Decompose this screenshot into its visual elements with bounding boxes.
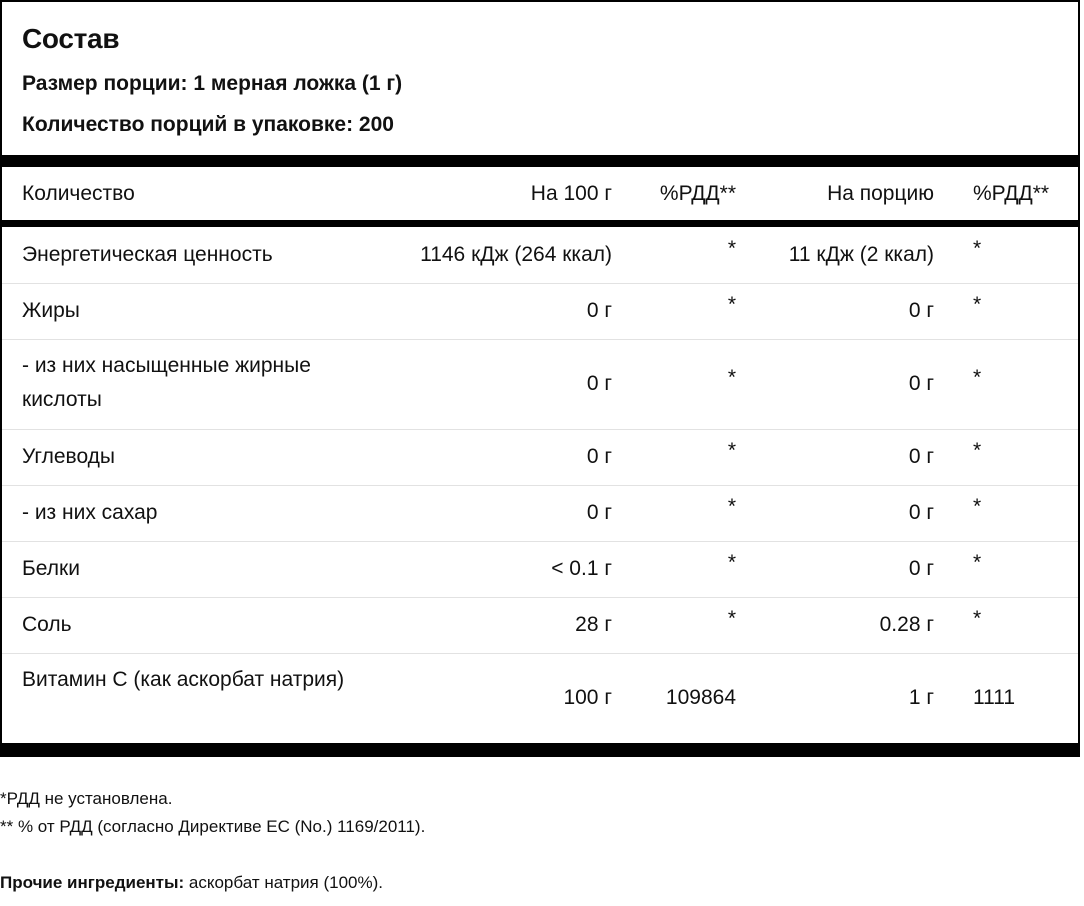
- serving-size: Размер порции: 1 мерная ложка (1 г): [22, 72, 403, 95]
- cell-name: Жиры: [22, 299, 80, 322]
- col-header-per-serving: На порцию: [827, 182, 934, 205]
- cell-rdd-serving: *: [973, 607, 982, 630]
- col-header-quantity: Количество: [22, 182, 135, 205]
- table-row: [2, 541, 1078, 597]
- cell-name: - из них сахар: [22, 501, 158, 524]
- cell-rdd-serving: *: [973, 366, 982, 389]
- panel-title: Состав: [22, 23, 120, 54]
- cell-rdd-serving: 1111: [973, 686, 1016, 709]
- cell-rdd100: *: [727, 607, 736, 630]
- cell-rdd100: *: [727, 293, 736, 316]
- other-ingredients: [0, 870, 383, 896]
- cell-rdd100: *: [727, 551, 736, 574]
- ingredients-value: аскорбат натрия (100%).: [184, 873, 383, 892]
- cell-rdd100: *: [727, 237, 736, 260]
- cell-name: Соль: [22, 613, 72, 636]
- cell-name: - из них насыщенные жирные кислоты: [22, 354, 311, 411]
- cell-per100: 0 г: [586, 501, 612, 524]
- table-row: [2, 429, 1078, 485]
- cell-name: Энергетическая ценность: [22, 243, 273, 266]
- cell-per100: 0 г: [586, 372, 612, 395]
- ingredients-label: Прочие ингредиенты:: [0, 873, 185, 892]
- cell-per-serving: 0 г: [908, 445, 934, 468]
- servings-per-container: Количество порций в упаковке: 200: [22, 113, 394, 136]
- cell-per-serving: 1 г: [908, 686, 934, 709]
- cell-per-serving: 0.28 г: [879, 613, 934, 636]
- cell-rdd100: *: [727, 439, 736, 462]
- cell-name: Белки: [22, 557, 80, 580]
- cell-per-serving: 0 г: [908, 372, 934, 395]
- divider-thick-bottom: [0, 743, 1080, 757]
- cell-rdd100: 109864: [665, 686, 736, 709]
- footnote-directive: ** % от РДД (согласно Директиве ЕС (No.) 1169/2011).: [0, 817, 426, 836]
- cell-name: Углеводы: [22, 445, 116, 468]
- col-header-rdd100: %РДД**: [659, 182, 736, 205]
- col-header-rdd-serving: %РДД**: [973, 182, 1050, 205]
- cell-per-serving: 0 г: [908, 299, 934, 322]
- col-header-per100: На 100 г: [530, 182, 612, 205]
- cell-per-serving: 0 г: [908, 501, 934, 524]
- cell-rdd-serving: *: [973, 551, 982, 574]
- divider-thick-header: [0, 220, 1080, 227]
- table-row: [2, 227, 1078, 283]
- cell-per-serving: 0 г: [908, 557, 934, 580]
- table-row: [2, 283, 1078, 339]
- cell-rdd-serving: *: [973, 293, 982, 316]
- divider-thick-top: [0, 155, 1080, 167]
- cell-per-serving: 11 кДж (2 ккал): [788, 243, 934, 266]
- table-row: [2, 653, 1078, 743]
- footnote-rdd: *РДД не установлена.: [0, 789, 173, 808]
- cell-rdd100: *: [727, 495, 736, 518]
- cell-per100: 28 г: [575, 613, 612, 636]
- cell-rdd100: *: [727, 366, 736, 389]
- table-header: [2, 167, 1078, 220]
- table-row: [2, 597, 1078, 653]
- cell-per100: 0 г: [586, 445, 612, 468]
- cell-per100: < 0.1 г: [551, 557, 612, 580]
- cell-per100: 0 г: [586, 299, 612, 322]
- cell-per100: 1146 кДж (264 ккал): [420, 243, 612, 266]
- cell-per100: 100 г: [563, 686, 612, 709]
- cell-rdd-serving: *: [973, 495, 982, 518]
- cell-name: Витамин С (как аскорбат натрия): [22, 668, 345, 691]
- table-row: [2, 339, 1078, 429]
- cell-rdd-serving: *: [973, 237, 982, 260]
- cell-rdd-serving: *: [973, 439, 982, 462]
- table-row: [2, 485, 1078, 541]
